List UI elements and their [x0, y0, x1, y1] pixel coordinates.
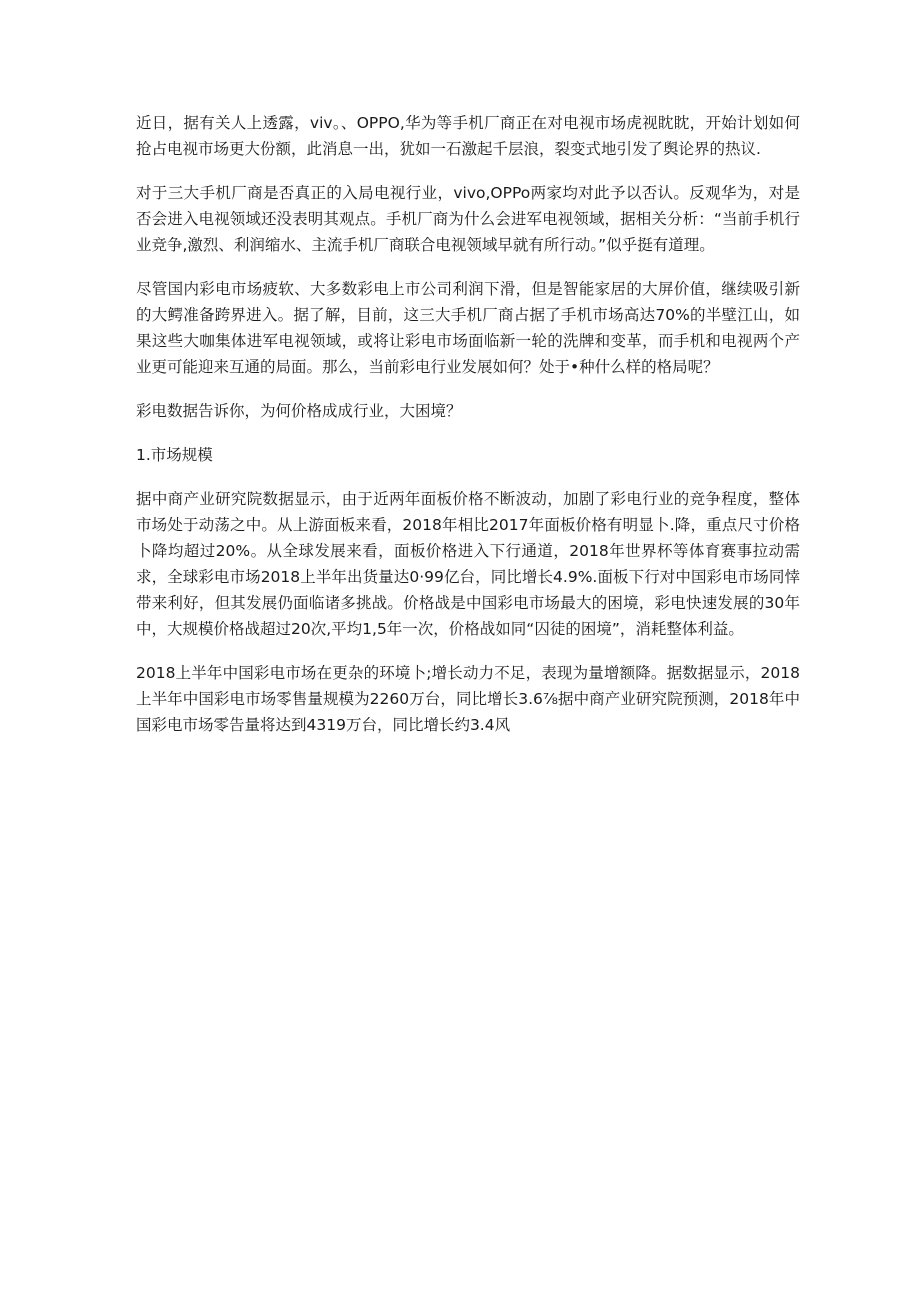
section-heading: 1.市场规模 [136, 446, 213, 464]
paragraph-question: 彩电数据告诉你，为何价格成成行业，大困境？ [136, 402, 462, 420]
paragraph-intro: 近日，据有关人上透露，viv。、OPPO,华为等手机厂商正在对电视市场虎视眈眈，开始计划如何抢占电视市场更大份额，此消息一出，犹如一石激起千层浪，裂变式地引发了舆论界的热议. [136, 114, 800, 158]
paragraph-market-outlook: 尽管国内彩电市场疲软、大多数彩电上市公司利润下滑，但是智能家居的大屏价值，继续吸引新的大鳄准备跨界进入。据了解，目前，这三大手机厂商占据了手机市场高达70%的半壁江山，如果这些大咖集体进军电视领域，或将让彩电市场面临新一轮的洗牌和变革，而手机和电视两个产业更可能迎来互通的局面。那么，当前彩电行业发展如何？处于•种什么样的格局呢？ [136, 280, 800, 376]
document-page [136, 110, 800, 756]
paragraph-retail-volume: 2018上半年中国彩电市场在更杂的环境卜;增长动力不足，表现为量增额降。据数据显示，2018上半年中国彩电市场零售量规模为2260万台，同比增长3.6⅞据中商产业研究院预测，2018年中国彩电市场零告量将达到4319万台，同比增长约3.4风 [136, 664, 800, 734]
paragraph-denial: 对于三大手机厂商是否真正的入局电视行业，vivo,OPPo两家均对此予以否认。反观华为，对是否会进入电视领域还没表明其观点。手机厂商为什么会进军电视领域，据相关分析：“当前手机行业竞争,激烈、利润缩水、主流手机厂商联合电视领域早就有所行动。”似乎挺有道理。 [136, 184, 800, 254]
paragraph-market-scale: 据中商产业研究院数据显示，由于近两年面板价格不断波动，加剧了彩电行业的竞争程度，整体市场处于动荡之中。从上游面板来看，2018年相比2017年面板价格有明显卜.降，重点尺寸价格卜降均超过20%。从全球发展来看，面板价格进入下行通道，2018年世界杯等体育赛事拉动需求，全球彩电市场2018上半年出货量达0·99亿台，同比增长4.9%.面板下行对中国彩电市场同悻带来利好，但其发展仍面临诸多挑战。价格战是中国彩电市场最大的困境，彩电快速发展的30年中，大规模价格战超过20次,平均1,5年一次，价格战如同“囚徒的困境”，消耗整体利益。 [136, 490, 800, 638]
